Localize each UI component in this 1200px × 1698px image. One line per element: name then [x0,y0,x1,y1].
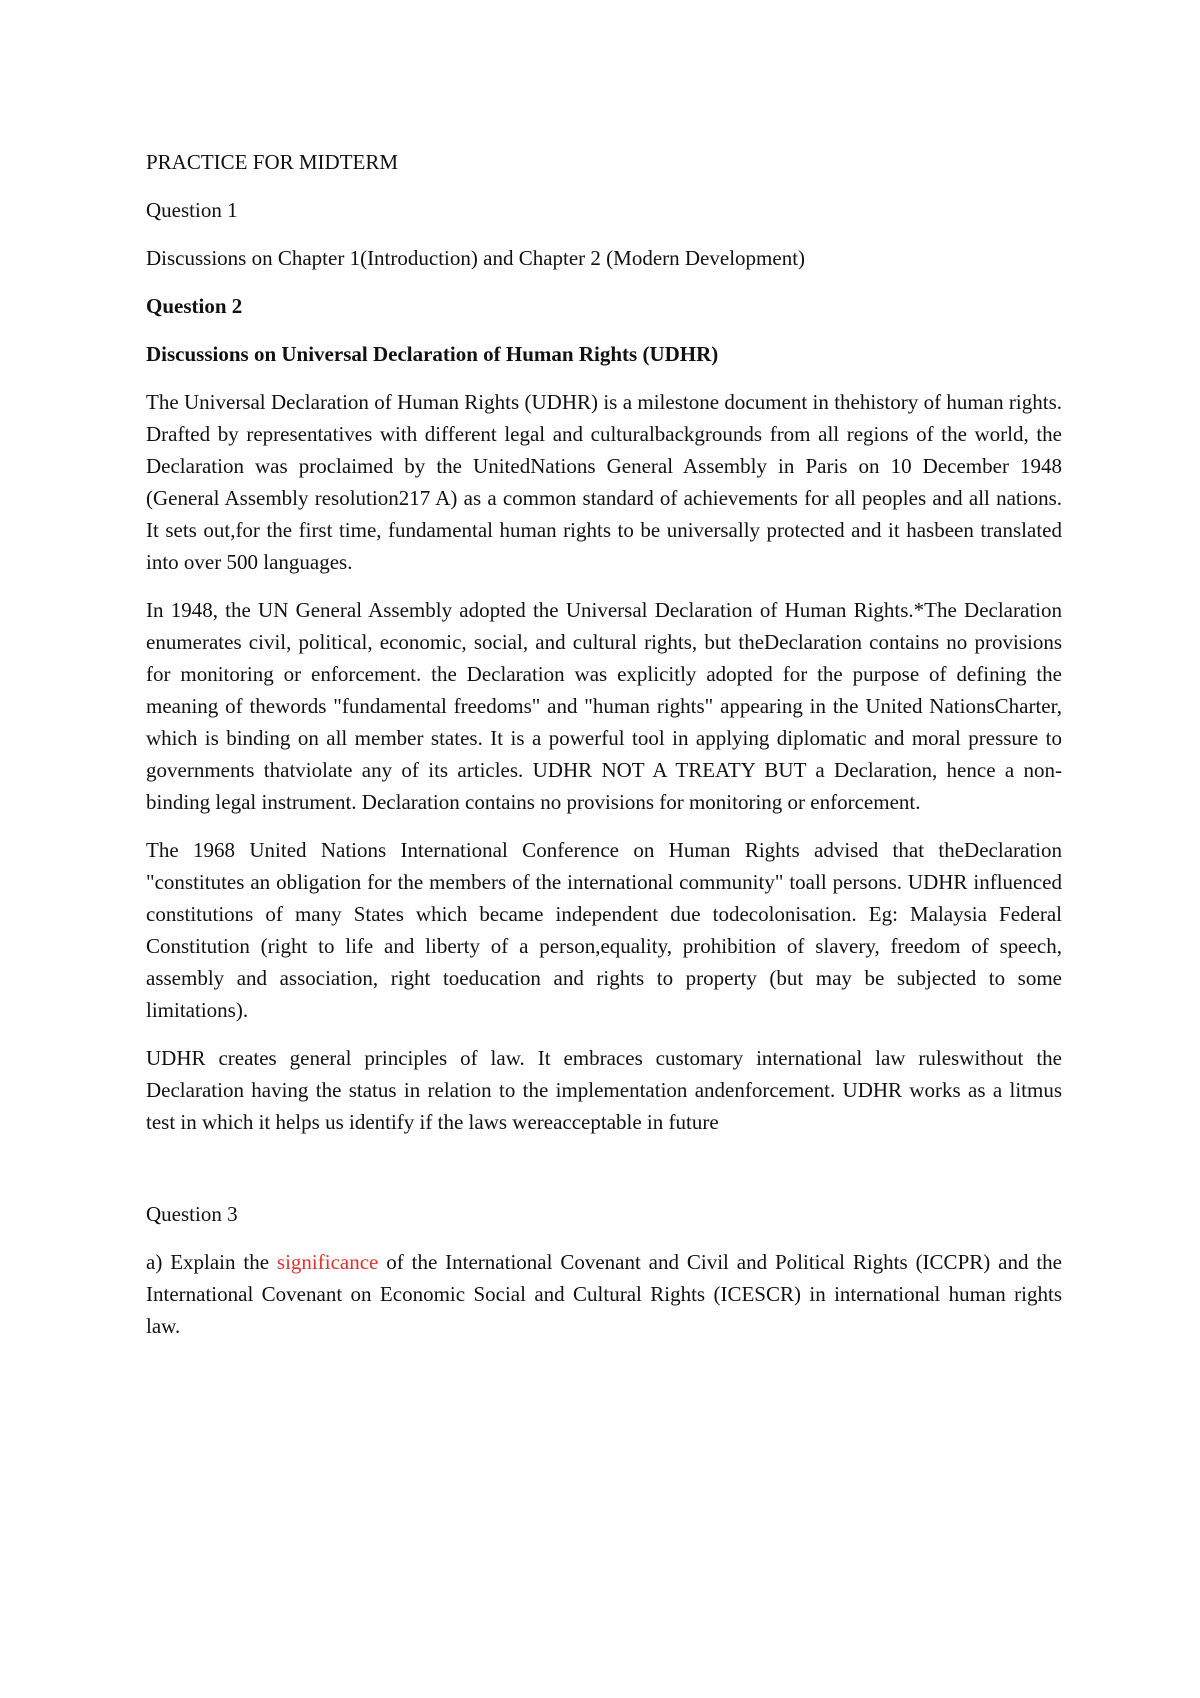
question-1-text: Discussions on Chapter 1(Introduction) and Chapter 2 (Modern Development) [146,246,806,270]
question-1-label: Question 1 [146,198,238,222]
document-title: PRACTICE FOR MIDTERM [146,150,399,174]
question-2-label: Question 2 [146,294,243,318]
udhr-paragraph-3: The 1968 United Nations International Conference on Human Rights advised that theDeclaration "constitutes an obligation for the members of the international community" toall persons. UDHR influenced constitutions of many States which became independent due todecolonisation. Eg: Malaysia Federal Constitution (right to life and liberty of a person,equality, prohibition of slavery, freedom of speech, assembly and association, right toeducation and rights to property (but may be subjected to some limitations). [146,838,1062,1022]
question-3-label: Question 3 [146,1202,238,1226]
question-3a-text [146,1246,1062,1342]
question-2-heading: Discussions on Universal Declaration of Human Rights (UDHR) [146,342,719,366]
udhr-paragraph-1: The Universal Declaration of Human Rights (UDHR) is a milestone document in thehistory of human rights. Drafted by representatives with different legal and culturalbackgrounds from all regions of the world, the Declaration was proclaimed by the UnitedNations General Assembly in Paris on 10 December 1948 (General Assembly resolution217 A) as a common standard of achievements for all peoples and all nations. It sets out,for the first time, fundamental human rights to be universally protected and it hasbeen translated into over 500 languages. [146,390,1062,574]
document-body [146,146,1062,1358]
udhr-paragraph-4: UDHR creates general principles of law. It embraces customary international law ruleswithout the Declaration having the status in relation to the implementation andenforcement. UDHR works as a litmus test in which it helps us identify if the laws wereacceptable in future [146,1046,1062,1134]
question-3a-suffix: of the International Covenant and Civil and Political Rights (ICCPR) and the International Covenant on Economic Social and Cultural Rights (ICESCR) in international human rights law. [146,1250,1062,1338]
udhr-paragraph-2: In 1948, the UN General Assembly adopted the Universal Declaration of Human Rights.*The Declaration enumerates civil, political, economic, social, and cultural rights, but theDeclaration contains no provisions for monitoring or enforcement. the Declaration was explicitly adopted for the purpose of defining the meaning of thewords "fundamental freedoms" and "human rights" appearing in the United NationsCharter, which is binding on all member states. It is a powerful tool in applying diplomatic and moral pressure to governments thatviolate any of its articles. UDHR NOT A TREATY BUT a Declaration, hence a non-binding legal instrument. Declaration contains no provisions for monitoring or enforcement. [146,598,1062,814]
question-3a-prefix: a) Explain the [146,1250,277,1274]
highlighted-word: significance [276,1250,379,1274]
